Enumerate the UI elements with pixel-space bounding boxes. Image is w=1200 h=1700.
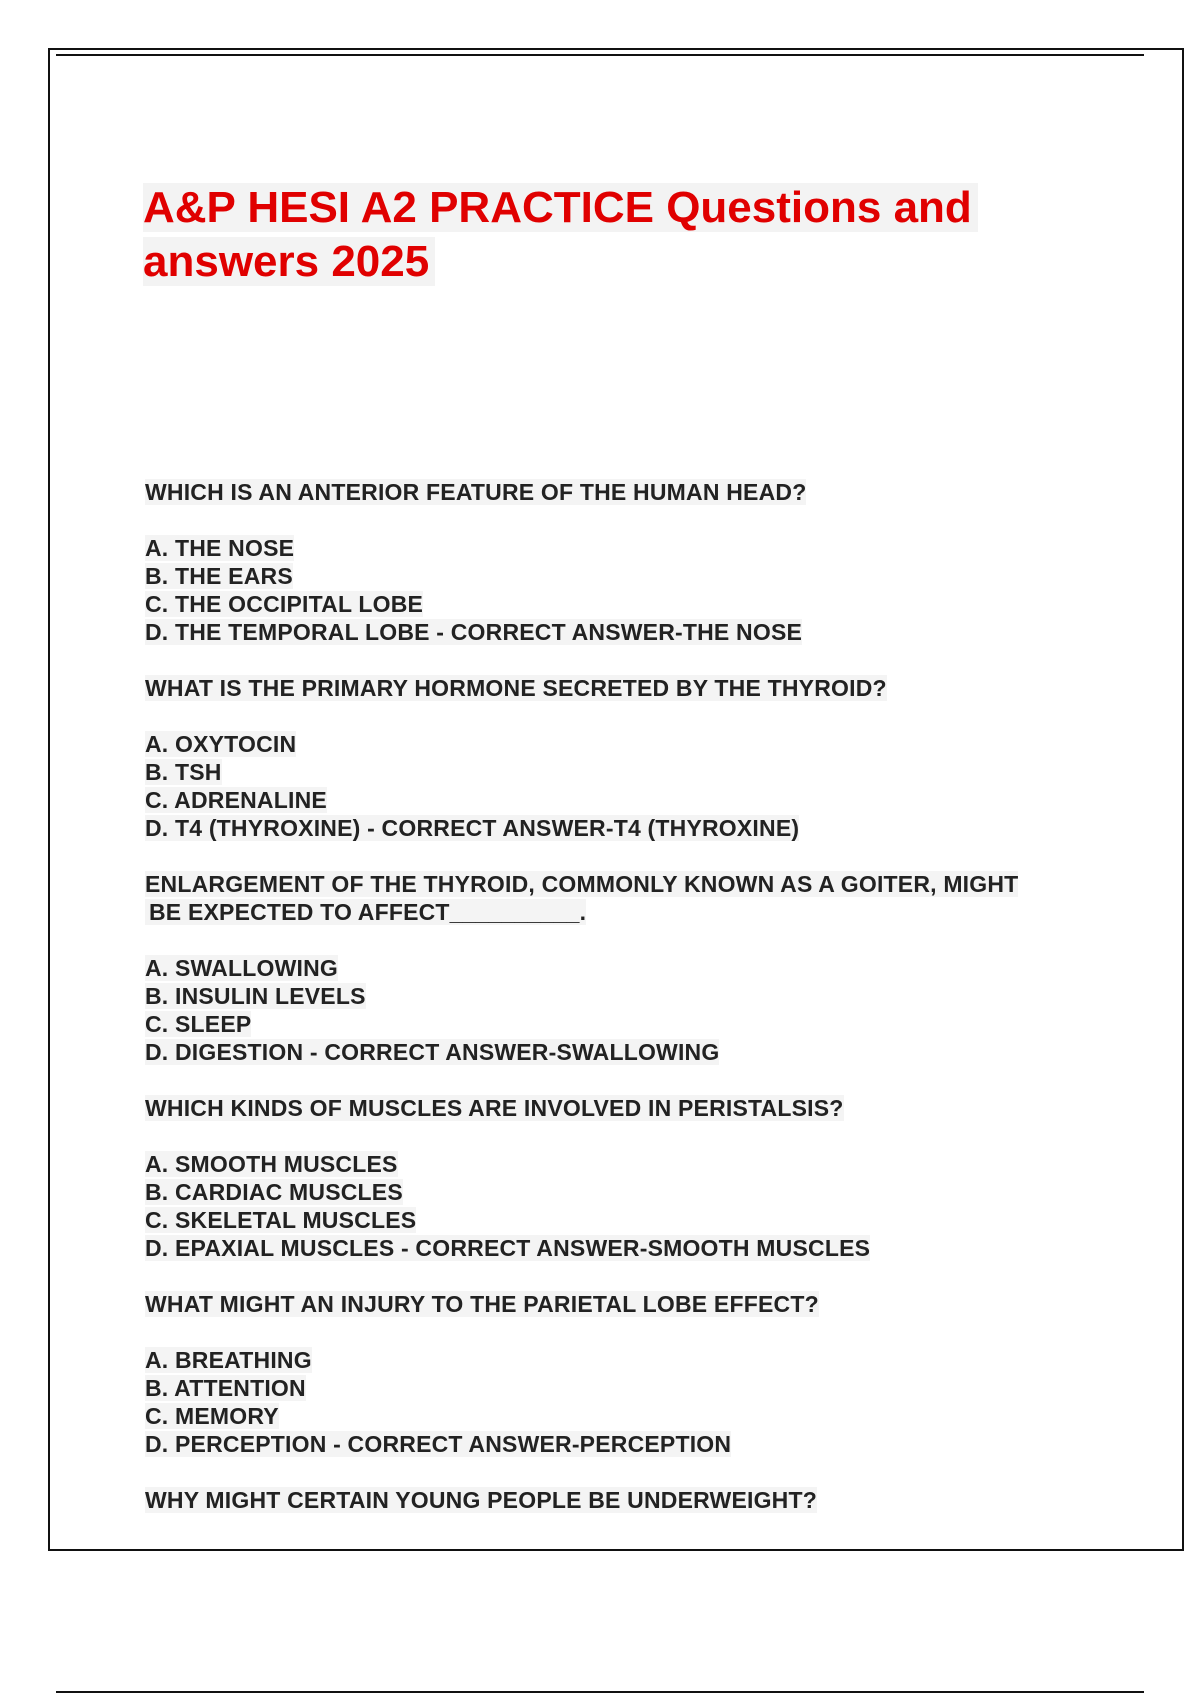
- title-line-2: answers 2025: [143, 237, 435, 286]
- question-text: WHICH IS AN ANTERIOR FEATURE OF THE HUMAN HEAD?: [145, 479, 807, 505]
- answer-options: [145, 1346, 1085, 1458]
- answer-option-with-correct-answer: D. T4 (THYROXINE) - CORRECT ANSWER-T4 (THYROXINE): [145, 815, 800, 841]
- answer-option-with-correct-answer: D. DIGESTION - CORRECT ANSWER-SWALLOWING: [145, 1039, 720, 1065]
- question-list: [145, 478, 1085, 1542]
- answer-option: A. SMOOTH MUSCLES: [145, 1151, 398, 1177]
- question-text: WHAT IS THE PRIMARY HORMONE SECRETED BY THE THYROID?: [145, 675, 887, 701]
- answer-option: C. SKELETAL MUSCLES: [145, 1207, 417, 1233]
- answer-option: A. SWALLOWING: [145, 955, 338, 981]
- answer-option: B. ATTENTION: [145, 1375, 306, 1401]
- answer-option: C. ADRENALINE: [145, 787, 327, 813]
- answer-option: A. THE NOSE: [145, 535, 295, 561]
- question-text: ENLARGEMENT OF THE THYROID, COMMONLY KNOWN AS A GOITER, MIGHT BE EXPECTED TO AFFECT__________.: [145, 871, 1019, 925]
- question-block-4: [145, 1094, 1085, 1262]
- question-block-5: [145, 1290, 1085, 1458]
- question-block-3: [145, 870, 1085, 1066]
- answer-option: B. INSULIN LEVELS: [145, 983, 366, 1009]
- answer-options: [145, 954, 1085, 1066]
- answer-options: [145, 730, 1085, 842]
- answer-option: C. MEMORY: [145, 1403, 279, 1429]
- question-text: WHY MIGHT CERTAIN YOUNG PEOPLE BE UNDERWEIGHT?: [145, 1487, 817, 1513]
- answer-option: C. SLEEP: [145, 1011, 252, 1037]
- document-title: [143, 181, 1033, 289]
- bottom-rule: [56, 1691, 1144, 1693]
- answer-options: [145, 534, 1085, 646]
- answer-option-with-correct-answer: D. EPAXIAL MUSCLES - CORRECT ANSWER-SMOOTH MUSCLES: [145, 1235, 871, 1261]
- answer-option: A. BREATHING: [145, 1347, 312, 1373]
- answer-option: C. THE OCCIPITAL LOBE: [145, 591, 424, 617]
- answer-option-with-correct-answer: D. THE TEMPORAL LOBE - CORRECT ANSWER-THE NOSE: [145, 619, 803, 645]
- question-block-6: [145, 1486, 1085, 1514]
- answer-options: [145, 1150, 1085, 1262]
- question-block-1: [145, 478, 1085, 646]
- answer-option: A. OXYTOCIN: [145, 731, 297, 757]
- answer-option-with-correct-answer: D. PERCEPTION - CORRECT ANSWER-PERCEPTION: [145, 1431, 732, 1457]
- answer-option: B. THE EARS: [145, 563, 293, 589]
- answer-option: B. CARDIAC MUSCLES: [145, 1179, 403, 1205]
- question-text: WHICH KINDS OF MUSCLES ARE INVOLVED IN PERISTALSIS?: [145, 1095, 844, 1121]
- answer-option: B. TSH: [145, 759, 222, 785]
- question-text: WHAT MIGHT AN INJURY TO THE PARIETAL LOBE EFFECT?: [145, 1291, 819, 1317]
- title-line-1: A&P HESI A2 PRACTICE Questions and: [143, 183, 978, 232]
- question-block-2: [145, 674, 1085, 842]
